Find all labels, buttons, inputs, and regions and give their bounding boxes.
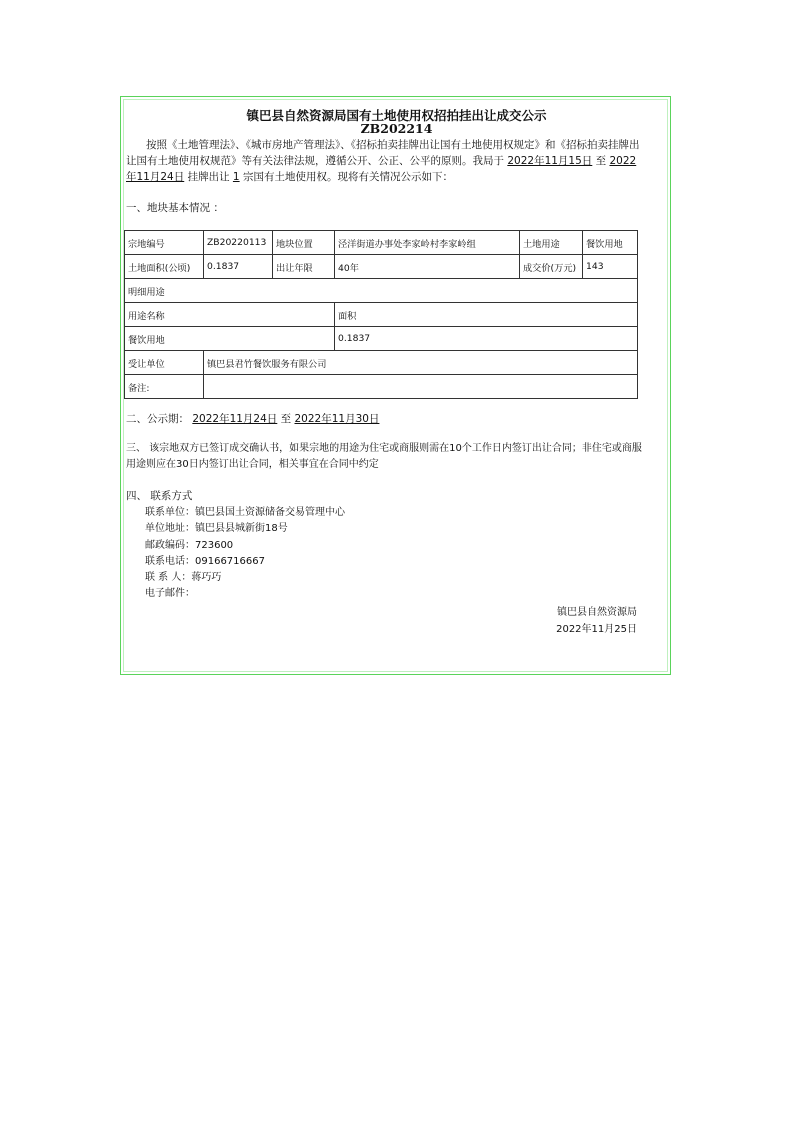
table-cell: 泾洋街道办事处李家岭村李家岭组 [335, 231, 520, 255]
section-2-publicity-period [126, 411, 642, 427]
table-cell: 宗地编号 [125, 231, 204, 255]
table-cell: 备注: [125, 375, 204, 399]
table-cell: 地块位置 [273, 231, 335, 255]
contact-phone: 联系电话：09166716667 [145, 555, 265, 567]
section-4-heading: 四、 联系方式 [126, 490, 193, 502]
table-row [125, 351, 638, 375]
table-cell: 40年 [335, 255, 520, 279]
table-cell: 餐饮用地 [583, 231, 638, 255]
intro-text-4: 宗国有土地使用权。现将有关情况公示如下： [242, 171, 453, 183]
parcel-table [124, 230, 638, 399]
intro-text-1: 按照《土地管理法》、《城市房地产管理法》、《招标拍卖挂牌出让国有土地使用权规定》和《招标拍卖挂牌出让国有土地使用权规范》等有关法律法规，遵循公开、公正、公平的原则。我局于 [126, 139, 640, 167]
publicity-start-date: 2022年11月24日 [192, 413, 278, 425]
intro-text-3: 挂牌出让 [187, 171, 230, 183]
section-2-label: 二、公示期： [126, 413, 189, 425]
contact-person: 联 系 人：蒋巧巧 [145, 572, 222, 584]
table-cell: 用途名称 [125, 303, 335, 327]
table-row [125, 231, 638, 255]
table-row [125, 375, 638, 399]
table-cell: 0.1837 [335, 327, 638, 351]
contact-address: 单位地址：镇巴县县城新街18号 [145, 523, 288, 535]
section-3-paragraph: 三、 该宗地双方已签订成交确认书，如果宗地的用途为住宅或商服则需在10个工作日内签订出让合同；非住宅或商服用途则应在30日内签订出让合同，相关事宜在合同中约定 [126, 443, 642, 470]
contact-list [145, 505, 345, 603]
table-cell: 镇巴县君竹餐饮服务有限公司 [204, 351, 638, 375]
document-code: ZB202214 [360, 121, 433, 136]
publicity-end-date: 2022年11月30日 [294, 413, 380, 425]
section-1-heading: 一、地块基本情况 ： [126, 202, 224, 214]
table-cell: 出让年限 [273, 255, 335, 279]
table-cell: 土地面积(公顷) [125, 255, 204, 279]
table-cell: 餐饮用地 [125, 327, 335, 351]
contact-unit: 联系单位：镇巴县国土资源储备交易管理中心 [145, 507, 345, 518]
section-2-mid: 至 [280, 413, 292, 425]
table-cell: 明细用途 [125, 279, 638, 303]
table-cell: 成交价(万元) [520, 255, 583, 279]
intro-paragraph [126, 137, 642, 185]
table-cell: 土地用途 [520, 231, 583, 255]
document-title: 镇巴县自然资源局国有土地使用权招拍挂出让成交公示 [246, 108, 547, 123]
table-cell: 0.1837 [204, 255, 273, 279]
intro-date-end: 2022年11月24日 [126, 155, 637, 183]
intro-count: 1 [232, 171, 240, 183]
table-cell: 受让单位 [125, 351, 204, 375]
table-cell [204, 375, 638, 399]
table-row [125, 327, 638, 351]
contact-email: 电子邮件： [145, 588, 195, 600]
table-cell: 143 [583, 255, 638, 279]
table-row [125, 303, 638, 327]
table-row [125, 255, 638, 279]
table-cell: ZB20220113 [204, 231, 273, 255]
contact-postcode: 邮政编码：723600 [145, 539, 234, 551]
signer: 镇巴县自然资源局 [557, 607, 637, 618]
table-row [125, 279, 638, 303]
table-cell: 面积 [335, 303, 638, 327]
intro-date-start: 2022年11月15日 [507, 155, 593, 167]
sign-date: 2022年11月25日 [556, 624, 637, 635]
intro-text-2: 至 [595, 155, 607, 167]
